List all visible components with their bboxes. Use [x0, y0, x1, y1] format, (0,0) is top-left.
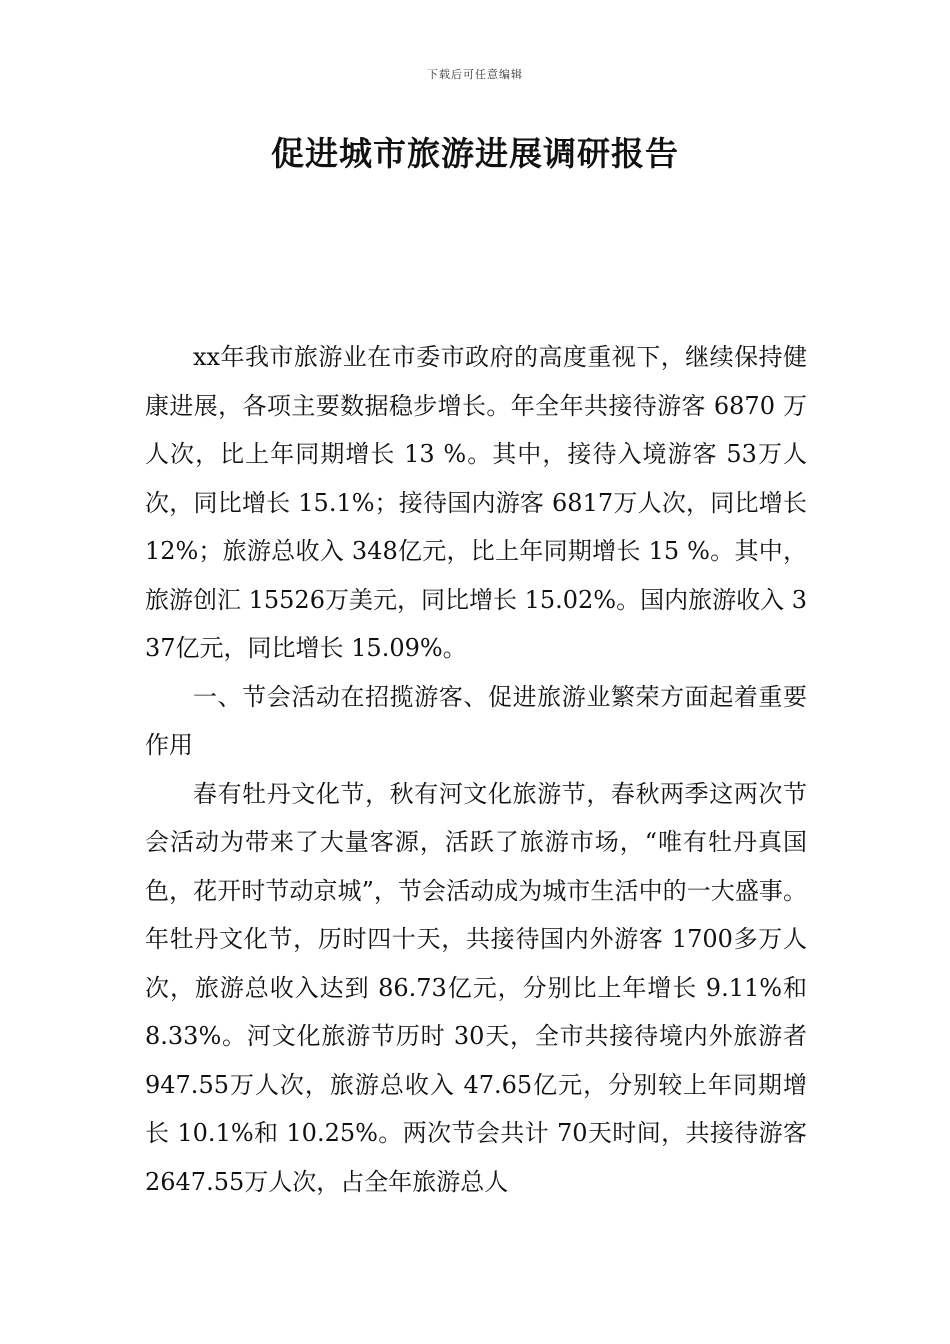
intro-paragraph: xx年我市旅游业在市委市政府的高度重视下，继续保持健康进展，各项主要数据稳步增长。年全年共接待游客 6870 万人次，比上年同期增长 13 %。其中，接待入境游客 53万人次，同比增长 15.1%；接待国内游客 6817万人次，同比增长 12%；旅游总收入 348亿元，比上年同期增长 15 %。其中，旅游创汇 15526万美元，同比增长 15.02%。国内旅游收入 337亿元，同比增长 15.09%。	[145, 343, 808, 662]
document-body	[145, 333, 807, 1206]
festival-paragraph: 春有牡丹文化节，秋有河文化旅游节，春秋两季这两次节会活动为带来了大量客源，活跃了旅游市场，“唯有牡丹真国色，花开时节动京城”，节会活动成为城市生活中的一大盛事。年牡丹文化节，历时四十天，共接待国内外游客 1700多万人次，旅游总收入达到 86.73亿元，分别比上年增长 9.11%和 8.33%。河文化旅游节历时 30天，全市共接待境内外旅游者 947.55万人次，旅游总收入 47.65亿元，分别较上年同期增长 10.1%和 10.25%。两次节会共计 70天时间，共接待游客 2647.55万人次，占全年旅游总人	[145, 779, 807, 1196]
page-header-note: 下载后可任意编辑	[427, 68, 523, 81]
document-title: 促进城市旅游进展调研报告	[271, 134, 679, 173]
section-heading: 一、节会活动在招揽游客、促进旅游业繁荣方面起着重要作用	[145, 682, 807, 759]
